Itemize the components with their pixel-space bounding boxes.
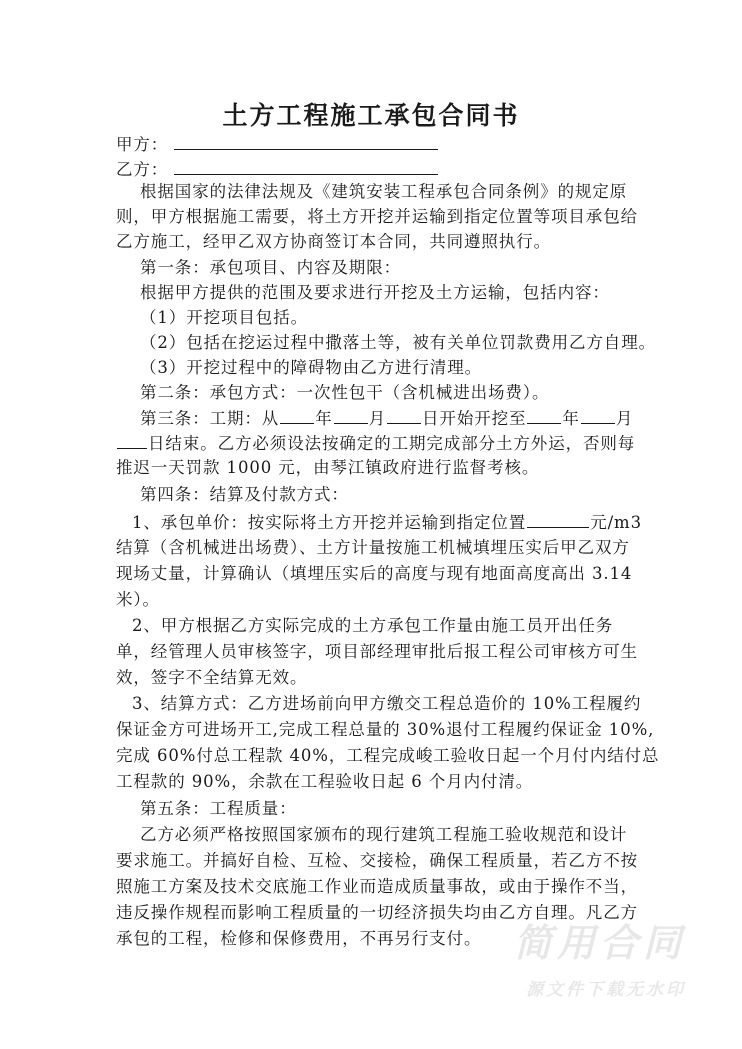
year-label: 年	[315, 409, 333, 428]
watermark-slogan: 源文件下载无水印	[526, 980, 686, 1000]
article-4-2-line: 单，经管理人员审核签字，项目部经理审批后报工程公司审核方可生	[116, 642, 638, 661]
article-3-line: 推迟一天罚款 1000 元，由琴江镇政府进行监督考核。	[116, 458, 540, 477]
month-label: 月	[615, 409, 634, 428]
article-1-item: （2）包括在挖运过程中撒落土等，被有关单位罚款费用乙方自理。	[140, 333, 656, 352]
start-month-blank	[334, 406, 368, 424]
article-4-3-line: 保证金方可进场开工,完成工程总量的 30%退付工程履约保证金 10%,	[116, 720, 655, 739]
article-4-3-line: 3、结算方式：乙方进场前向甲方缴交工程总造价的 10%工程履约	[132, 694, 642, 713]
article-5-line: 承包的工程，检修和保修费用，不再另行支付。	[116, 929, 482, 948]
document-title: 土方工程施工承包合同书	[222, 101, 520, 130]
watermark	[514, 912, 686, 1000]
article-4-1-line: 米）。	[116, 590, 160, 609]
article-5-line: 乙方必须严格按照国家颁布的现行建筑工程施工验收规范和设计	[140, 825, 628, 844]
preamble-line: 则，甲方根据施工需要，将土方开挖并运输到指定位置等项目承包给	[116, 207, 638, 226]
article-5-line: 违反操作规程而影响工程质量的一切经济损失均由乙方自理。凡乙方	[116, 903, 638, 922]
party-b-blank	[174, 156, 438, 175]
end-year-blank	[527, 406, 561, 424]
end-day-blank	[117, 431, 147, 449]
year-label: 年	[562, 409, 580, 428]
article-4-1-line: 现场丈量，计算确认（填埋压实后的高度与现有地面高度高出 3.14	[116, 564, 633, 583]
article-5-line: 照施工方案及技术交底施工作业而造成质量事故，或由于操作不当，	[116, 877, 638, 896]
preamble-line: 根据国家的法律法规及《建筑安装工程承包合同条例》的规定原	[140, 182, 628, 201]
article-2: 第二条：承包方式：一次性包干（含机械进出场费）。	[140, 383, 550, 402]
article-1-heading: 第一条：承包项目、内容及期限：	[140, 258, 401, 277]
start-year-blank	[280, 406, 314, 424]
article-4-1-first: 1、承包单价：按实际将土方开挖并运输到指定位置	[132, 513, 527, 532]
article-3-start: 日开始开挖至	[422, 409, 527, 428]
article-1-item: （3）开挖过程中的障碍物由乙方进行清理。	[140, 358, 482, 377]
party-a-blank	[174, 131, 438, 150]
article-4-2-line: 效，签字不全结算无效。	[116, 668, 308, 687]
article-4-1-line	[132, 510, 642, 535]
article-3-lead: 第三条：工期：从	[140, 409, 280, 428]
article-4-3-line: 工程款的 90%，余款在工程验收日起 6 个月内付清。	[116, 772, 534, 791]
start-day-blank	[387, 406, 421, 424]
month-label: 月	[368, 409, 387, 428]
article-4-2-line: 2、甲方根据乙方实际完成的土方承包工作量由施工员开出任务	[132, 616, 614, 635]
watermark-brand: 简用合同	[513, 921, 686, 965]
article-3-line	[116, 431, 635, 456]
article-5-heading: 第五条：工程质量：	[140, 799, 297, 818]
party-b-line	[116, 156, 438, 182]
party-b-label: 乙方：	[116, 160, 169, 179]
article-1-item: （1）开挖项目包括。	[140, 308, 308, 327]
unit-label: 元/m3	[590, 513, 643, 532]
article-3-line	[140, 406, 633, 431]
article-4-heading: 第四条：结算及付款方式：	[140, 485, 349, 504]
end-month-blank	[581, 406, 615, 424]
unit-price-blank	[527, 510, 589, 528]
article-3-end: 日结束。乙方必须设法按确定的工期完成部分土方外运，否则每	[148, 434, 636, 453]
article-4-1-line: 结算（含机械进出场费）、土方计量按施工机械填埋压实后甲乙双方	[116, 538, 630, 557]
party-a-label: 甲方：	[116, 135, 169, 154]
preamble-line: 乙方施工，经甲乙双方协商签订本合同，共同遵照执行。	[116, 232, 551, 251]
article-4-3-line: 完成 60%付总工程款 40%，工程完成峻工验收日起一个月付内结付总	[116, 746, 660, 765]
article-5-line: 要求施工。并搞好自检、互检、交接检，确保工程质量，若乙方不按	[116, 851, 638, 870]
party-a-line	[116, 131, 438, 157]
article-1-intro: 根据甲方提供的范围及要求进行开挖及土方运输，包括内容：	[140, 283, 610, 302]
